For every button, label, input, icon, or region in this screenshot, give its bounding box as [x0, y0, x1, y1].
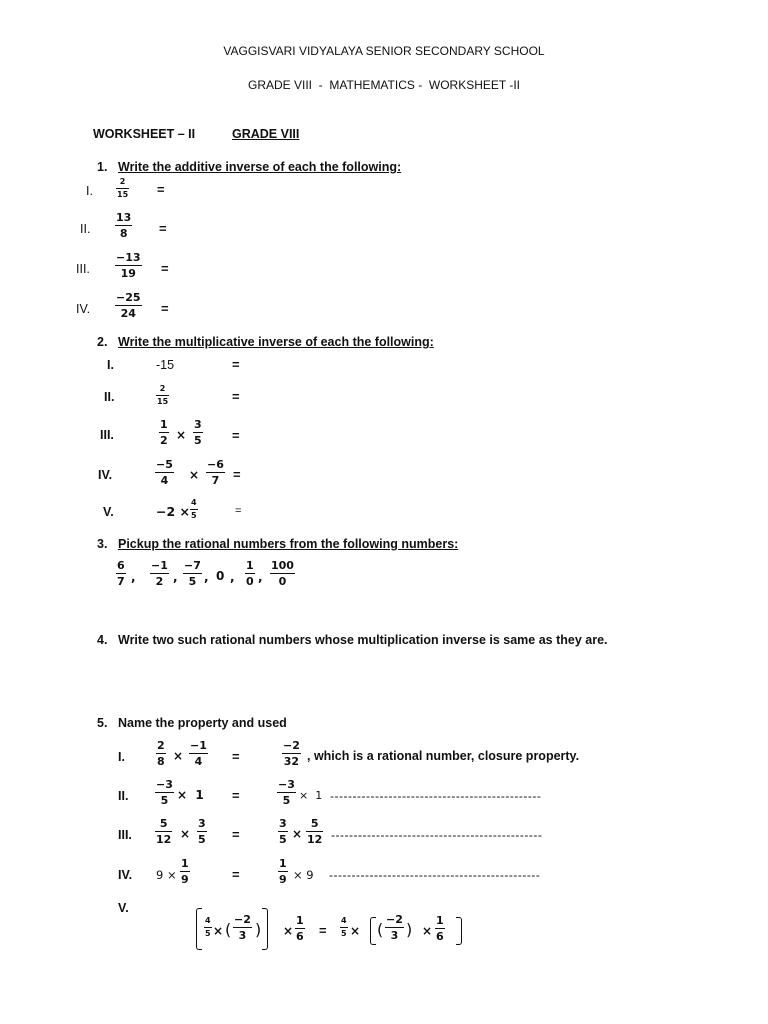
q5-item-5-equals: = — [319, 923, 327, 938]
q5-item-2-times: × 1 — [177, 788, 204, 802]
q5-item-4-result-fraction: 1 9 — [279, 857, 287, 886]
q2-item-5-fraction: 4 5 — [191, 498, 197, 520]
q3-text: Pickup the rational numbers from the following numbers: — [118, 537, 459, 551]
q5-number: 5. — [97, 716, 108, 730]
q5-item-2-result-times: × 1 — [299, 789, 323, 802]
q5-item-5-paren-close-2: ) — [406, 920, 413, 939]
q3-fraction-1: 6 7 — [117, 559, 125, 588]
q5-item-3-roman: III. — [118, 828, 132, 842]
q1-item-1-equals: = — [157, 182, 165, 197]
q2-item-3-equals: = — [232, 428, 240, 443]
school-name: VAGGISVARI VIDYALAYA SENIOR SECONDARY SCHOOL — [223, 44, 545, 58]
q3-fraction-5: 100 0 — [271, 559, 294, 588]
q5-item-2-fraction: −3 5 — [156, 778, 173, 807]
q1-item-1-fraction: 2 15 — [117, 177, 129, 199]
q5-item-5-left-bracket-close — [262, 908, 268, 950]
q5-text: Name the property and used — [118, 716, 287, 730]
q3-number: 3. — [97, 537, 108, 551]
q1-item-2-equals: = — [159, 221, 167, 236]
q1-item-4-fraction: −25 24 — [116, 291, 141, 320]
q5-item-3-times: × — [180, 827, 191, 841]
q5-item-3-fraction-d: 5 12 — [307, 817, 323, 846]
q5-item-5-paren-close-1: ) — [255, 920, 262, 939]
q5-item-4-prefix: 9 × — [156, 868, 177, 882]
q5-item-1-fraction-b: −1 4 — [190, 739, 207, 768]
q5-item-5-paren-open-1: ( — [225, 920, 232, 939]
q5-item-1-times: × — [173, 749, 184, 763]
q3-zero: 0 — [216, 569, 225, 583]
q3-comma-5: , — [258, 570, 263, 584]
q1-number: 1. — [97, 160, 108, 174]
worksheet-label: WORKSHEET – II — [93, 127, 196, 141]
q5-item-4-equals: = — [232, 867, 240, 882]
q2-item-1-roman: I. — [107, 358, 114, 372]
q5-item-5-left-bracket-open — [196, 908, 202, 950]
q5-item-1-roman: I. — [118, 750, 125, 764]
worksheet-subtitle: GRADE VIII - MATHEMATICS - WORKSHEET -II — [247, 78, 520, 92]
grade-label: GRADE VIII — [232, 127, 300, 141]
q5-item-4-fraction: 1 9 — [181, 857, 189, 886]
q5-item-4-result-times: × 9 — [293, 868, 314, 882]
q5-item-1-property: , which is a rational number, closure property. — [307, 749, 580, 763]
q1-item-3-roman: III. — [76, 262, 90, 276]
q3-fraction-4: 1 0 — [246, 559, 254, 588]
q2-item-2-roman: II. — [104, 390, 115, 404]
q1-item-4-roman: IV. — [76, 302, 91, 316]
q5-item-4-roman: IV. — [118, 868, 133, 882]
q5-item-5-roman: V. — [118, 901, 129, 915]
q5-item-5-times-4: × — [422, 924, 433, 938]
q2-item-3-fraction-a: 1 2 — [160, 418, 168, 447]
q1-item-4-equals: = — [161, 301, 169, 316]
q5-item-3-equals: = — [232, 827, 240, 842]
q5-item-5-fraction-f: 1 6 — [436, 914, 444, 943]
q5-item-5-fraction-d: 4 5 — [341, 916, 347, 938]
q3-comma-3: , — [204, 570, 209, 584]
q3-comma-2: , — [173, 570, 178, 584]
q2-item-1-value: -15 — [156, 358, 175, 372]
q1-item-1-roman: I. — [86, 184, 93, 198]
q5-item-2-result-fraction: −3 5 — [278, 778, 295, 807]
q1-item-2-roman: II. — [80, 222, 91, 236]
q3-comma-4: , — [230, 570, 235, 584]
q2-number: 2. — [97, 335, 108, 349]
q5-item-3-fraction-c: 3 5 — [279, 817, 287, 846]
q2-item-4-fraction-b: −6 7 — [207, 458, 224, 487]
q1-item-3-equals: = — [161, 261, 169, 276]
q5-item-1-equals: = — [232, 749, 240, 764]
q2-item-5-prefix: −2 × — [156, 504, 190, 519]
q2-item-3-roman: III. — [100, 428, 114, 442]
q2-item-2-fraction: 2 15 — [157, 384, 169, 406]
q2-item-1-equals: = — [232, 357, 240, 372]
q2-item-5-equals: = — [235, 505, 242, 517]
q2-text: Write the multiplicative inverse of each the following: — [118, 335, 434, 349]
q4-text: Write two such rational numbers whose multiplication inverse is same as they are. — [118, 633, 608, 647]
q1-text: Write the additive inverse of each the following: — [118, 160, 402, 174]
q5-item-5-fraction-b: −2 3 — [234, 913, 251, 942]
q5-item-3-fraction-a: 5 12 — [156, 817, 172, 846]
q1-item-2-fraction: 13 8 — [116, 211, 132, 240]
q5-item-5-times-2: × — [283, 924, 294, 938]
q2-item-4-roman: IV. — [98, 468, 113, 482]
q1-item-3-fraction: −13 19 — [116, 251, 141, 280]
q2-item-4-times: × — [189, 468, 200, 482]
q3-comma-1: , — [131, 570, 136, 584]
q2-item-3-times: × — [176, 428, 187, 442]
q5-item-5-times-1: × — [213, 924, 224, 938]
q5-item-3-fraction-b: 3 5 — [198, 817, 206, 846]
q2-item-5-roman: V. — [103, 505, 114, 519]
q5-item-2-roman: II. — [118, 789, 129, 803]
q5-item-1-result-fraction: −2 32 — [283, 739, 300, 768]
q5-item-5-paren-open-2: ( — [377, 920, 384, 939]
q3-fraction-2: −1 2 — [151, 559, 168, 588]
q5-item-4-answer-line: ----------------------------------------------- — [329, 868, 541, 882]
q2-item-2-equals: = — [232, 389, 240, 404]
q5-item-5-right-bracket-open — [370, 917, 376, 945]
q5-item-1-fraction-a: 2 8 — [157, 739, 165, 768]
q2-item-4-equals: = — [233, 467, 241, 482]
q5-item-2-answer-line: ----------------------------------------------- — [330, 789, 542, 803]
q2-item-3-fraction-b: 3 5 — [194, 418, 202, 447]
q5-item-2-equals: = — [232, 788, 240, 803]
q5-item-3-answer-line: ----------------------------------------------- — [331, 828, 543, 842]
q5-item-3-times-2: × — [292, 827, 303, 841]
q5-item-5-fraction-a: 4 5 — [205, 916, 211, 938]
q5-item-5-times-3: × — [350, 924, 361, 938]
q3-fraction-3: −7 5 — [184, 559, 201, 588]
q5-item-5-fraction-e: −2 3 — [386, 913, 403, 942]
q4-number: 4. — [97, 633, 108, 647]
q5-item-5-right-bracket-close — [456, 917, 462, 945]
q5-item-5-fraction-c: 1 6 — [296, 914, 304, 943]
q2-item-4-fraction-a: −5 4 — [156, 458, 173, 487]
